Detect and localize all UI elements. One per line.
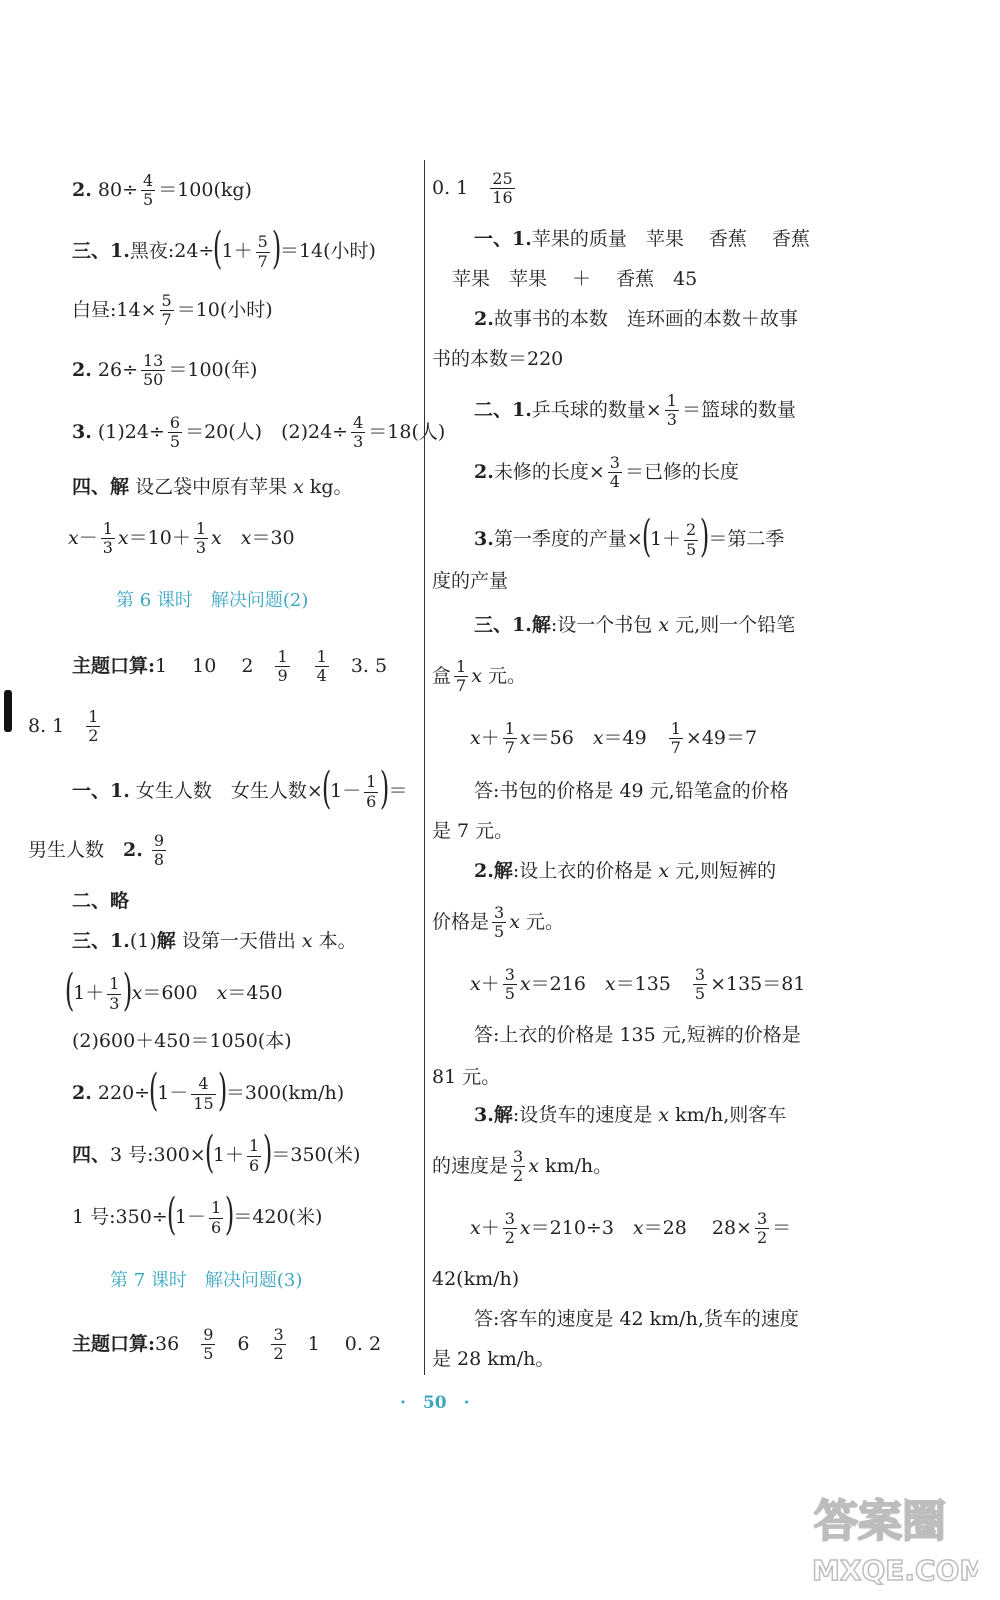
fraction: $\frac{1}{6}$ (249, 1136, 260, 1175)
column-divider (424, 160, 425, 1375)
text: 黑夜:24÷ (129, 240, 215, 262)
left-line-9: 8. 1 $\frac{1}{2}$ (28, 707, 99, 746)
fraction: $\frac{3}{2}$ (513, 1147, 524, 1186)
fraction: $\frac{6}{5}$ (169, 413, 181, 452)
left-line-17: 四、3 号:300×(1＋ $\frac{1}{6}$ )＝350(米) (72, 1127, 361, 1178)
left-line-16: 2. 220÷(1－ $\frac{4}{15}$ )＝300(km/h) (72, 1065, 345, 1116)
right-line-14: 是 7 元。 (432, 820, 514, 842)
right-line-25: 是 28 km/h。 (432, 1348, 555, 1370)
item-number: 3. (72, 420, 92, 443)
fraction: $\frac{1}{6}$ (366, 772, 377, 811)
right-line-4: 2.故事书的本数 连环画的本数＋故事 (474, 308, 798, 330)
right-line-11: 盒 $\frac{1}{7}$ x 元。 (432, 657, 526, 696)
right-line-1: 0. 1 $\frac{25}{16}$ (432, 169, 513, 208)
section-label: 一、1. (72, 780, 130, 802)
section-label: 四、解 (72, 476, 130, 498)
label: 主题口算: (72, 654, 156, 677)
fraction: $\frac{1}{9}$ (277, 647, 288, 686)
fraction: $\frac{9}{5}$ (203, 1325, 214, 1364)
section-label: 三、1. (72, 240, 130, 262)
text: 80÷ (97, 178, 138, 201)
right-line-5: 书的本数＝220 (432, 348, 564, 370)
left-line-14: (1＋ $\frac{1}{3}$ )x＝600 x＝450 (64, 965, 283, 1016)
left-line-3: 白昼:14× $\frac{5}{7}$ ＝10(小时) (72, 291, 273, 330)
left-line-13: 三、1.(1)解 设第一天借出 x 本。 (72, 930, 357, 952)
left-line-1 (72, 172, 252, 210)
fraction: $\frac{3}{2}$ (273, 1325, 284, 1364)
left-line-15: (2)600＋450＝1050(本) (72, 1030, 292, 1052)
left-line-5: 3. (1)24÷ $\frac{6}{5}$ ＝20(人) (2)24÷ $\frac{4}{3}$ ＝18(人) (72, 413, 446, 452)
fraction: $\frac{9}{8}$ (153, 831, 165, 870)
ink-mark (4, 690, 12, 732)
fraction: $\frac{2}{5}$ (686, 520, 697, 559)
text: ＝100(kg) (158, 178, 252, 201)
item-number: 2. (72, 358, 92, 381)
item-number: 2. (72, 178, 92, 201)
right-line-19: 81 元。 (432, 1066, 501, 1088)
fraction: $\frac{1}{3}$ (109, 974, 120, 1013)
right-line-15: 2.解:设上衣的价格是 x 元,则短裤的 (474, 860, 777, 882)
fraction: $\frac{1}{2}$ (88, 707, 99, 746)
lesson-heading-6: 第 6 课时 解决问题(2) (116, 590, 309, 611)
fraction: $\frac{4}{15}$ (193, 1074, 214, 1113)
fraction: $\frac{3}{2}$ (504, 1209, 515, 1248)
right-line-9: 度的产量 (432, 570, 509, 592)
right-line-2: 一、1.苹果的质量 苹果 香蕉 香蕉 (474, 228, 810, 250)
right-line-24: 答:客车的速度是 42 km/h,货车的速度 (474, 1308, 799, 1330)
left-line-6: 四、解 设乙袋中原有苹果 x kg。 (72, 476, 353, 498)
lesson-heading-7: 第 7 课时 解决问题(3) (110, 1270, 303, 1291)
fraction: $\frac{3}{2}$ (756, 1209, 768, 1248)
fraction: $\frac{1}{3}$ (666, 391, 677, 430)
left-line-18: 1 号:350÷(1－ $\frac{1}{6}$ )＝420(米) (72, 1189, 323, 1240)
text: 白昼:14× (72, 298, 157, 321)
watermark-logo (808, 1478, 978, 1590)
left-line-12: 二、略 (72, 890, 130, 912)
fraction: $\frac{5}{7}$ (257, 232, 268, 271)
left-line-8: 主题口算:1 10 2 $\frac{1}{9}$ $\frac{1}{4}$ 3. 5 (72, 647, 388, 686)
right-line-8: 3.第一季度的产量×(1＋ $\frac{2}{5}$ )＝第二季 (474, 511, 785, 562)
fraction: $\frac{1}{7}$ (504, 719, 515, 758)
svg-text:答案圈: 答案圈 (814, 1496, 946, 1547)
left-line-19: 主题口算:36 $\frac{9}{5}$ 6 $\frac{3}{2}$ 1 0. 2 (72, 1325, 382, 1364)
right-line-12: x＋ $\frac{1}{7}$ x＝56 x＝49 $\frac{1}{7}$ ×49＝7 (470, 719, 758, 758)
left-line-4: 2. 26÷ $\frac{13}{50}$ ＝100(年) (72, 351, 258, 390)
right-line-10: 三、1.解:设一个书包 x 元,则一个铅笔 (474, 614, 796, 636)
right-line-3: 苹果 苹果 ＋ 香蕉 45 (452, 268, 698, 290)
right-line-20: 3.解:设货车的速度是 x km/h,则客车 (474, 1104, 787, 1126)
fraction: $\frac{3}{5}$ (504, 965, 515, 1004)
fraction: $\frac{1}{7}$ (670, 719, 681, 758)
left-line-7: x－ $\frac{1}{3}$ x＝10＋ $\frac{1}{3}$ x x＝30 (68, 519, 295, 558)
right-line-7: 2.未修的长度× $\frac{3}{4}$ ＝已修的长度 (474, 453, 739, 492)
right-line-17: x＋ $\frac{3}{5}$ x＝216 x＝135 $\frac{3}{5}$ ×135＝81 (470, 965, 806, 1004)
left-line-11: 男生人数 2. $\frac{9}{8}$ (28, 831, 165, 870)
fraction: $\frac{3}{4}$ (609, 453, 620, 492)
right-line-21: 的速度是 $\frac{3}{2}$ x km/h。 (432, 1147, 613, 1186)
fraction: $\frac{3}{5}$ (694, 965, 706, 1004)
right-line-13: 答:书包的价格是 49 元,铅笔盒的价格 (474, 780, 789, 802)
fraction: $\frac{3}{5}$ (494, 903, 505, 942)
fraction: $\frac{4}{5}$ (143, 171, 154, 210)
fraction: $\frac{25}{16}$ (492, 169, 513, 208)
page-number: · 50 · (400, 1393, 470, 1413)
fraction: $\frac{4}{3}$ (353, 413, 364, 452)
fraction: $\frac{1}{6}$ (210, 1198, 222, 1237)
watermark-icon (808, 1478, 978, 1590)
fraction: $\frac{5}{7}$ (161, 291, 172, 330)
right-line-23: 42(km/h) (432, 1268, 520, 1290)
fraction: $\frac{13}{50}$ (143, 351, 164, 390)
left-line-2: 三、1.黑夜:24÷(1＋ $\frac{5}{7}$ )＝14(小时) (72, 223, 376, 274)
right-line-16: 价格是 $\frac{3}{5}$ x 元。 (432, 903, 564, 942)
fraction: $\frac{1}{3}$ (195, 519, 207, 558)
fraction: $\frac{1}{3}$ (102, 519, 113, 558)
right-line-22: x＋ $\frac{3}{2}$ x＝210÷3 x＝28 28× $\frac{3}{2}$ ＝ (470, 1209, 792, 1248)
right-line-6: 二、1.乒乓球的数量× $\frac{1}{3}$ ＝篮球的数量 (474, 391, 796, 430)
fraction: $\frac{1}{4}$ (316, 647, 327, 686)
svg-text:MXQE.COM: MXQE.COM (812, 1554, 978, 1587)
left-line-10: 一、1. 女生人数 女生人数×(1－ $\frac{1}{6}$ )＝ (72, 763, 408, 814)
right-line-18: 答:上衣的价格是 135 元,短裤的价格是 (474, 1024, 801, 1046)
fraction: $\frac{1}{7}$ (456, 657, 467, 696)
